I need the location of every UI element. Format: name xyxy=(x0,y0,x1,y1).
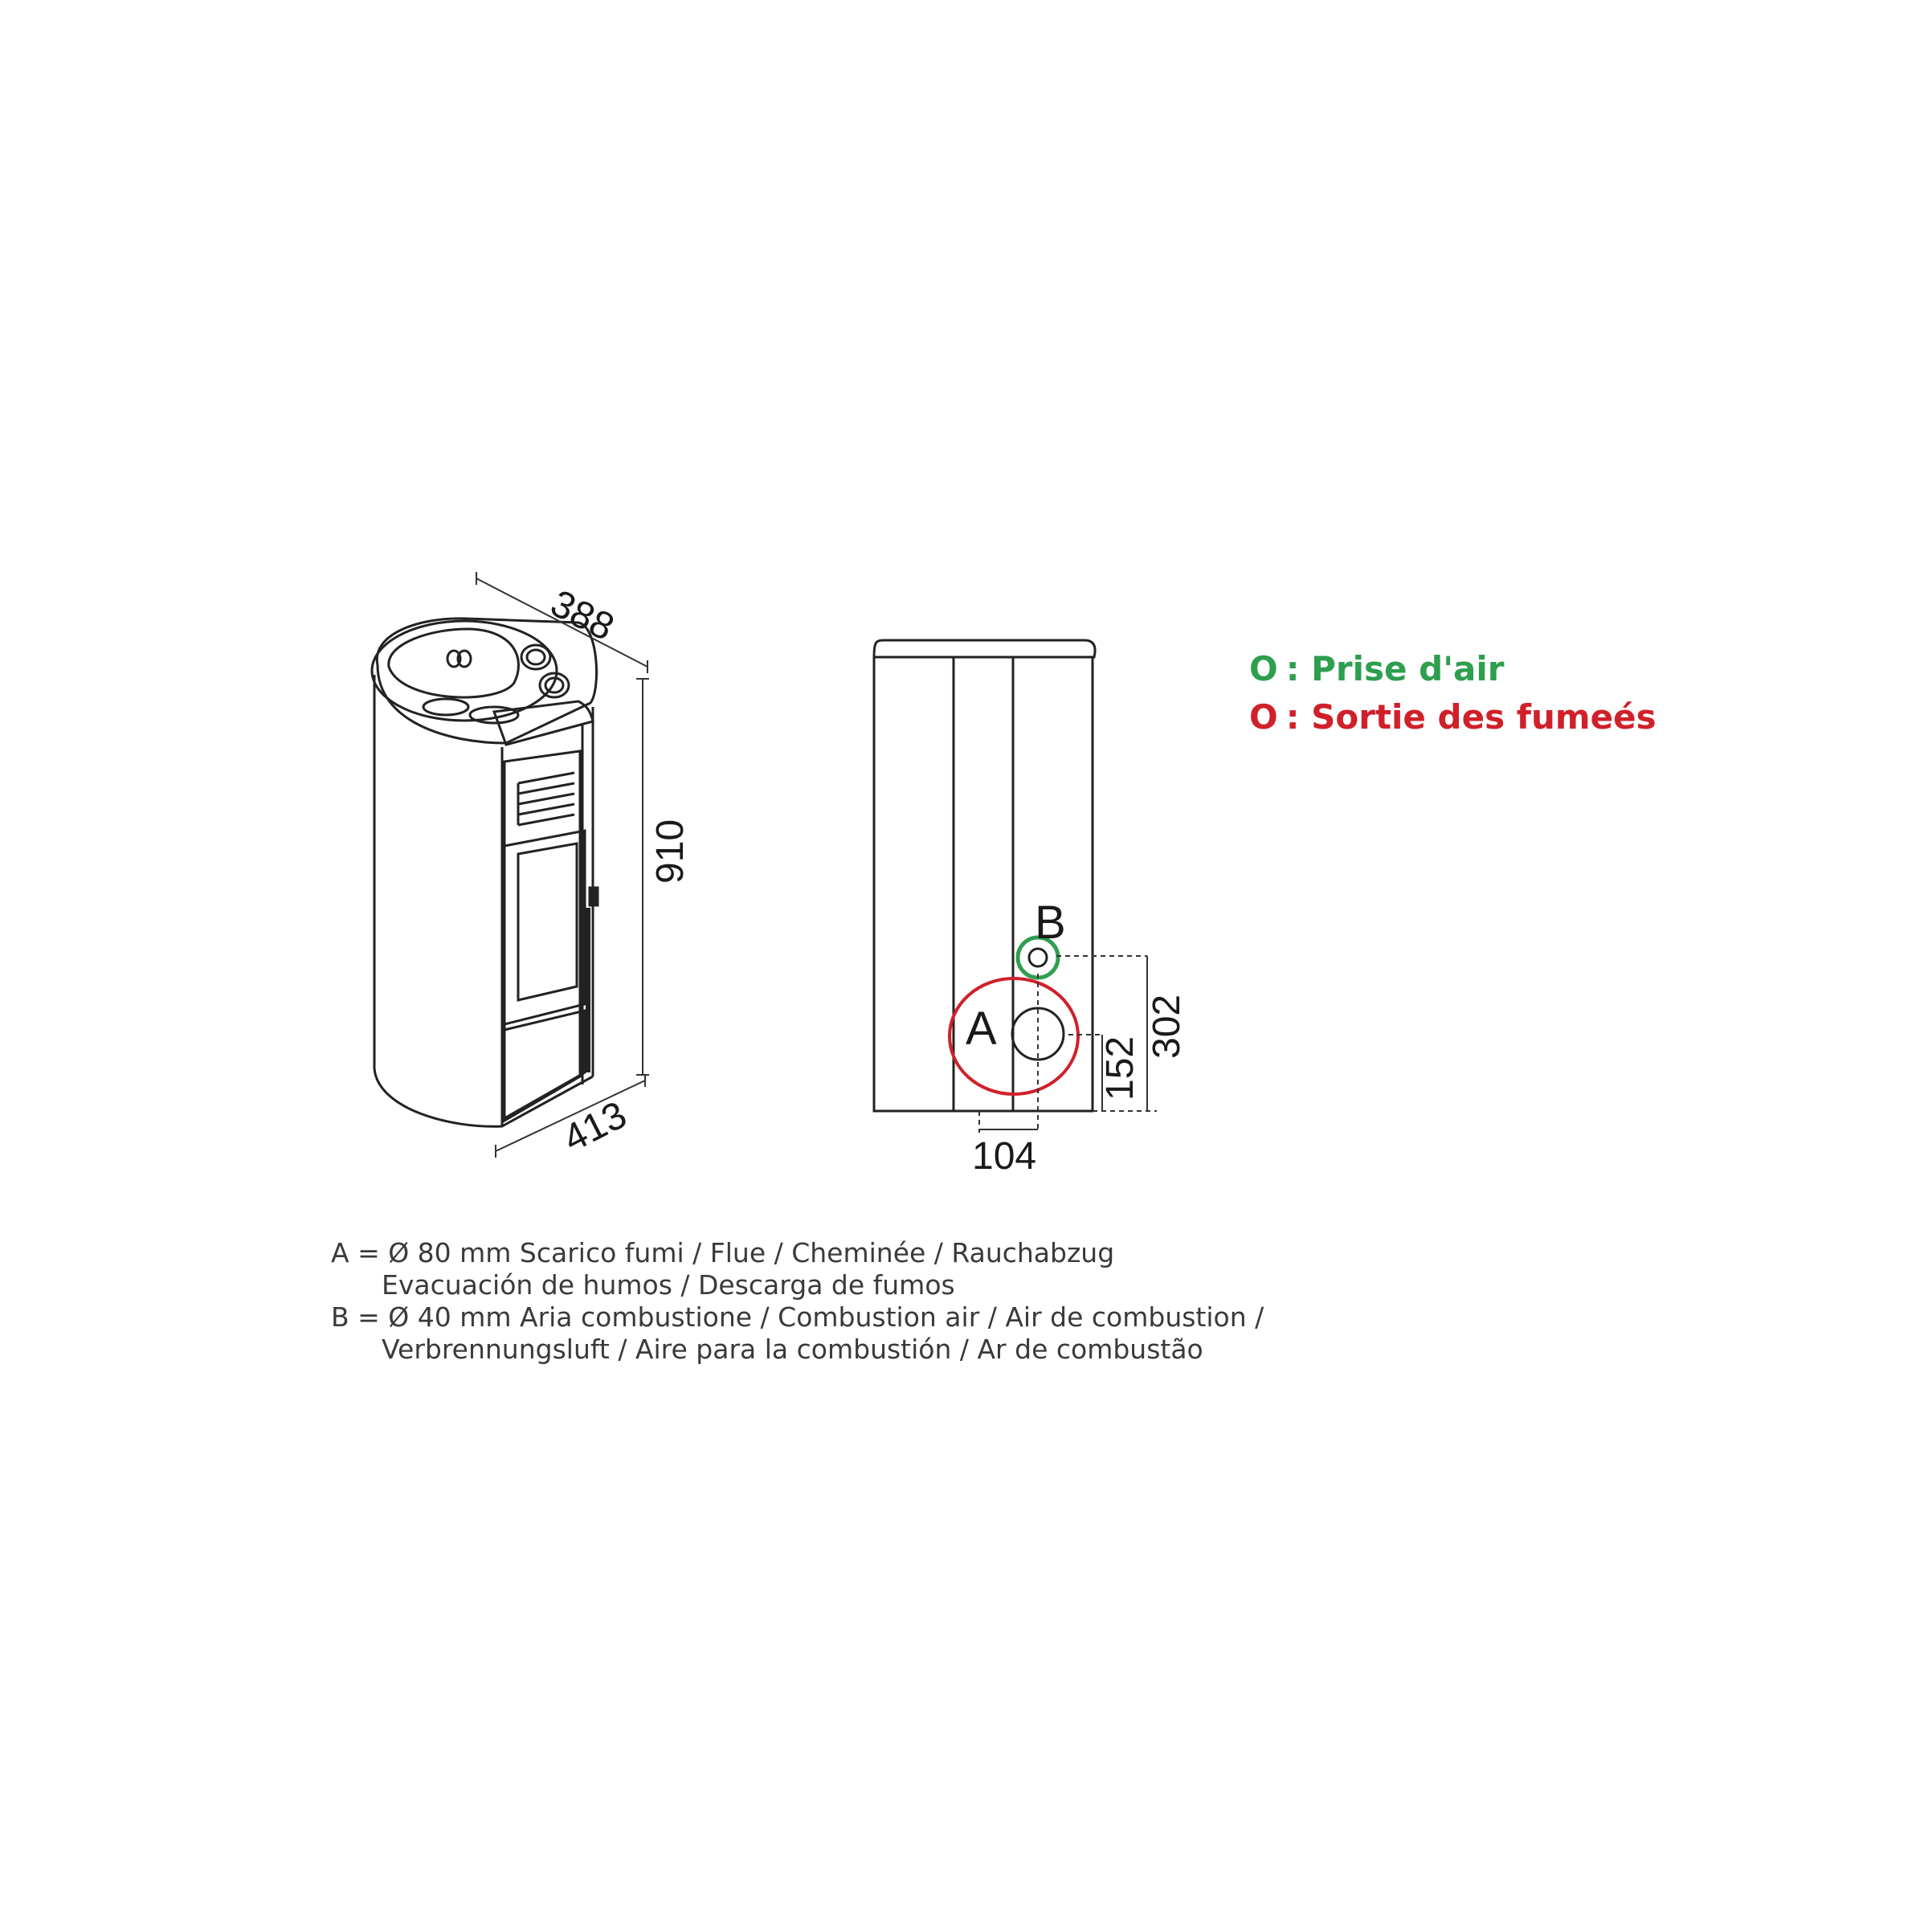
top-hole-1-inner xyxy=(527,650,545,664)
outlet-a-circle xyxy=(1012,1008,1064,1060)
dim-label-388: 388 xyxy=(544,582,621,650)
marker-b: B xyxy=(1035,897,1066,949)
dim-label-152: 152 xyxy=(1099,1035,1142,1101)
note-a-line-1: A = Ø 80 mm Scarico fumi / Flue / Cheminée / Rauchabzug xyxy=(331,1237,1115,1268)
marker-a: A xyxy=(966,1003,997,1055)
note-b-line-2: Verbrennungsluft / Aire para la combustión / Ar de combustão xyxy=(382,1334,1203,1365)
stove-perspective-view xyxy=(372,619,598,1126)
inlet-b-circle xyxy=(1029,949,1047,966)
rear-top-cap xyxy=(874,640,1095,657)
legend-air-intake-label: : Prise d'air xyxy=(1285,649,1505,688)
note-b-line-1: B = Ø 40 mm Aria combustione / Combustion air / Air de combustion / xyxy=(331,1301,1264,1333)
note-a-line-2: Evacuación de humos / Descarga de fumos xyxy=(382,1269,955,1301)
legend-smoke-outlet xyxy=(1249,697,1656,737)
dim-label-413: 413 xyxy=(556,1093,634,1161)
legend-smoke-outlet-symbol: O xyxy=(1249,697,1278,737)
dim-label-302: 302 xyxy=(1146,994,1188,1059)
stove-body-bottom xyxy=(374,1068,593,1126)
legend-air-intake-symbol: O xyxy=(1249,649,1278,688)
stove-air-grille xyxy=(518,773,574,825)
stove-door-handle xyxy=(590,888,598,905)
dim-label-104: 104 xyxy=(972,1135,1037,1178)
legend-air-intake xyxy=(1249,649,1505,688)
stove-top-ellipse xyxy=(372,621,557,721)
connection-notes xyxy=(331,1237,1264,1366)
top-hole-3 xyxy=(423,699,468,715)
dim-label-910: 910 xyxy=(649,819,692,884)
stove-door-glass xyxy=(518,843,577,1000)
stove-front-panel xyxy=(504,751,580,1121)
legend-smoke-outlet-label: : Sortie des fumeés xyxy=(1285,697,1656,737)
stove-top-plate xyxy=(389,629,519,697)
